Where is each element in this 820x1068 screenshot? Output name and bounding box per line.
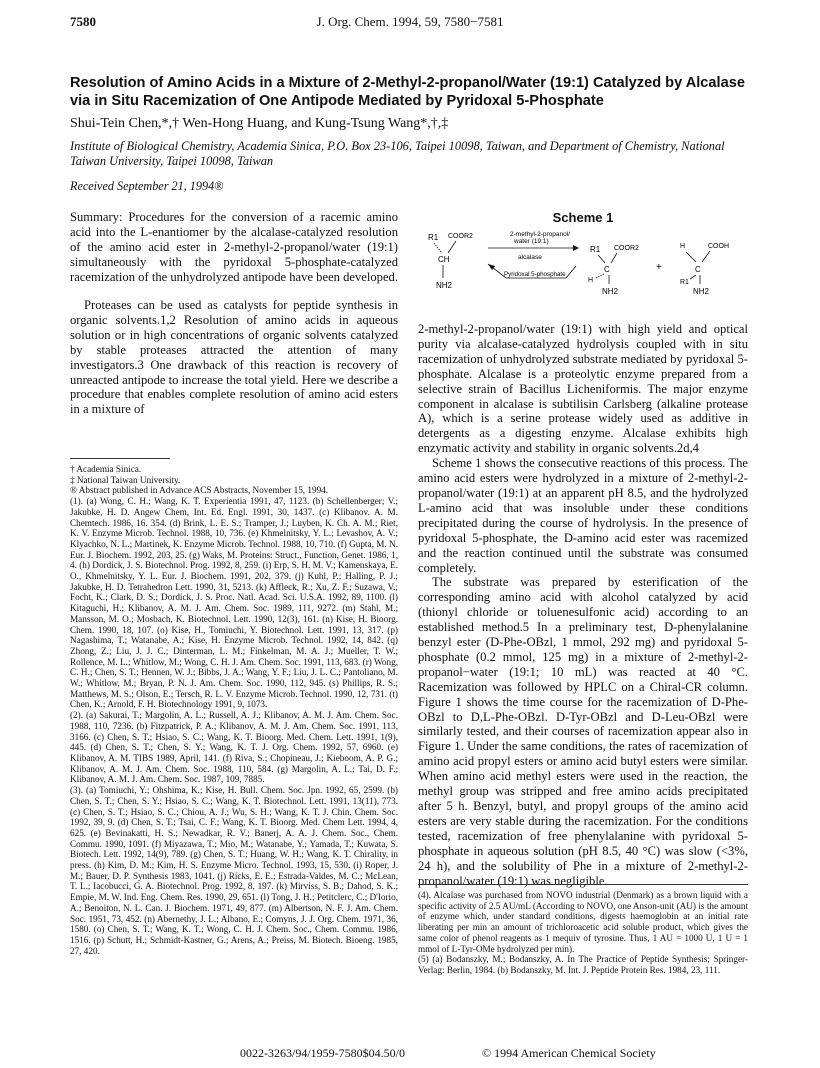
- reagent-alcalase: alcalase: [518, 254, 542, 261]
- received-date: Received September 21, 1994®: [70, 179, 224, 193]
- footnote: (1). (a) Wong, C. H.; Wang, K. T. Experientia 1991, 47, 1123. (b) Schellenberger; V.; Jakubke, H. D. Angew Chem, Int. Ed. Engl. 1991, 30, 1437. (c) Klibanov. A. M. Chemtech. 1986, 16. 354. (d) Brink, L. E. S.; Tramper, J.; Luyben, K. Ch. A. M.; Riet, K. V. Enzyme Microb. Technol. 1988, 10, 736. (e) Khmelnitsky, Y. L.; Levashov, A. V.; Klyachko, N. L.; Martinek, K. Enzyme Microb. Technol. 1988, 10, 710. (f) Gupta, M. N. Eur. J. Biochem. 1992, 203, 25. (g) Waks, M. Proteins: Struct., Function, Genet. 1986, 1, 4. (h) Dordick, J. S. Biotechnol. Prog. 1992, 8, 259. (i) Erp, S. H. M. V.; Kamenskaya, E. O., Khmelnitsky, Y. L. Eur. J. Biochem. 1991, 202, 379. (j) Kuhl, P.; Halling, P. J.; Jakubke, H. D. Tetrahedron Lett. 1990, 31, 5213. (k) Affleck, R.; Xu, Z. F.; Suzawa, V.; Focht, K.; Clark, D. S.; Dordick, J. S. Proc. Natl. Acad. Sci. U.S.A. 1992, 89, 1100. (l) Kitaguchi, H.; Klibanov, A. M. J. Am. Chem. Soc. 1989, 111, 9272. (m) Stahl, M.; Mansson, M. O.; Mosbach, K. Biotechnol. Lett. 1990, 12(3), 161. (n) Kise, H. Bioorg. Chem. 1990, 18, 107. (o) Kise, H., Tomiuchi, Y. Biotechnol. Lett. 1991, 13, 317. (p) Nagashima, T.; Watanabe, A.; Kise, H. Enzyme Microb. Technol. 1992, 14, 842. (q) Zhong, Z.; Liu, J. J. C.; Dinterman, L. M.; Finkelman, M. A. J.; Mueller, T. W.; Rollence, M. L.; Whitlow, M.; Wong, C. H. J. Am. Chem. Soc. 1991, 113, 683. (r) Wong, C. H.; Chen, S. T.; Hennen, W. J.; Bibbs, J. A.; Wang, Y. F.; Liu, J. L. C.; Pantoliano, M. W.; Whitlow, M.; Bryan, P. N. J. Am. Chem. Soc. 1990, 112, 945. (s) Phillips, R. S.; Matthews, M. S.; Olson, E.; Tersch, R. L. V. Enzyme Microb. Technol. 1990, 12, 731. (t) Chen, K.; Arnold, F. H. Biotechnology 1991, 9, 1073.: [70, 496, 398, 710]
- scheme-nh2-label: NH2: [436, 281, 453, 290]
- footnote-rule: [418, 884, 748, 885]
- acid-c-label: C: [695, 265, 701, 274]
- body-paragraph: 2-methyl-2-propanol/water (19:1) with high yield and optical purity via alcalase-catalyzed hydrolysis coupled with in situ racemization of unhydrolyzed substrate mediated by pyridoxal 5-phosphate. Alcalase is a proteolytic enzyme prepared from a selective strain of Bacillus Licheniformis. The major enzyme component in alcalase is subtilisin Carlsberg (alkaline protease A), which is a serine protease widely used as additive in detergents as a digesting enzyme. Alcalase exhibits high enzymatic activity and stability in organic solvents.2d,4: [418, 322, 748, 456]
- product-nh2-label: NH2: [602, 287, 619, 296]
- article-code: 0022-3263/94/1959-7580$04.50/0: [240, 1046, 405, 1060]
- scheme-r1-label: R1: [428, 233, 439, 242]
- footnote-rule: [70, 458, 170, 459]
- footnote: ‡ National Taiwan University.: [70, 474, 181, 485]
- intro-paragraph: Proteases can be used as catalysts for peptide synthesis in organic solvents.1,2 Resolution of amino acids in aqueous solution or in high concentrations of organic solvents catalyzed by stable proteases attracted the attention of many investigators.3 One drawback of this reaction is recovery of unreacted antipode to increase the total yield. Here we describe a procedure that enables complete resolution of amino acid esters in a mixture of: [70, 298, 398, 417]
- product-h-label: H: [588, 277, 594, 284]
- journal-citation: J. Org. Chem. 1994, 59, 7580−7581: [316, 14, 504, 29]
- page-number: 7580: [70, 14, 96, 29]
- scheme-coor2-label: COOR2: [448, 233, 473, 240]
- running-header: [70, 14, 750, 32]
- footnotes-right: [418, 890, 748, 976]
- product-r1-label: R1: [590, 245, 601, 254]
- footnote: † Academia Sinica.: [70, 464, 142, 474]
- scheme-ch-label: CH: [438, 255, 450, 264]
- body-paragraph: Scheme 1 shows the consecutive reactions of this process. The amino acid esters were hydrolyzed in a mixture of 2-methyl-2-propanol/water (19:1) at an apparent pH 8.5, and the hydrolyzed L-amino acid that was insoluble under these conditions precipitated during the course of hydrolysis. In the presence of pyridoxal 5-phosphate, the D-amino acid ester was racemized and the reaction continued until the substrate was consumed completely.: [418, 456, 748, 575]
- footnote: (4). Alcalase was purchased from NOVO industrial (Denmark) as a brown liquid with a specific activity of 2.5 AU/mL (According to NOVO, one Anson-unit (AU) is the amount of enzyme which, under standard conditions, digests haemoglobin at an initial rate liberating per min an amount of trichloroacetic acid soluble product, which gives the same color of phenol reagents as 1 mequiv of tyrosine. Thus, 1 AU = 1000 U, 1 U = 1 mmol of L-Tyr-OMe hydrolyzed per min).: [418, 890, 748, 954]
- acid-r1-label: R1: [680, 279, 689, 286]
- footnotes-left: [70, 464, 398, 956]
- acid-h-label: H: [680, 243, 686, 250]
- plus-sign: +: [656, 262, 662, 273]
- product-c-label: C: [604, 265, 610, 274]
- footnote: ® Abstract published in Advance ACS Abstracts, November 15, 1994.: [70, 485, 329, 496]
- article-title: Resolution of Amino Acids in a Mixture of 2-Methyl-2-propanol/Water (19:1) Catalyzed by Alcalase via in Situ Racemization of One Antipode Mediated by Pyridoxal 5-Phosphate: [70, 75, 745, 109]
- reagent-pyridoxal: Pyridoxal 5-phosphate: [504, 271, 566, 278]
- reagent-solvent: 2-methyl-2-propanol/: [510, 231, 570, 238]
- summary-paragraph: Summary: Procedures for the conversion of a racemic amino acid into the L-enantiomer by the alcalase-catalyzed resolution of the amino acid ester in 2-methyl-2-propanol/water (19:1) simultaneously with the pyridoxal 5-phosphate-catalyzed racemization of the unhydrolyzed antipode have been developed.: [70, 210, 399, 284]
- author-list: Shui-Tein Chen,*,† Wen-Hong Huang, and Kung-Tsung Wang*,†,‡: [70, 116, 449, 131]
- footnote: (3). (a) Tomiuchi, Y.; Ohshima, K.; Kise, H. Bull. Chem. Soc. Jpn. 1992, 65, 2599. (b) Chen, S. T.; Chen, S. Y.; Hsiao, S. C.; Wang, K. T. Biotechnol. Lett. 1991, 13(11), 773. (c) Chen, S. T.; Hsiao, S. C.; Chiou, A. J.; Wu, S. H.; Wang, K. T. J. Chin. Chem. Soc. 1992, 39, 9. (d) Chen, S. T.; Tsai, C. F.; Wang, K. T. Bioorg. Med. Chem Lett. 1994, 4, 625. (e) Bevinakatti, H. S.; Newadkar, R. V.; Banerj, A. A. J. Chem. Soc., Chem. Commu. 1990, 1091. (f) Miyazawa, T.; Mio, M.; Watanabe, Y.; Yamada, T.; Kuwata, S. Biotech. Lett. 1992, 14(9), 789. (g) Chen, S. T.; Huang, W. H.; Wang, K. T. Chirality, in press. (h) Kim, D. M.; Kim, H. S. Enzyme Micro. Technol. 1993, 15, 530. (i) Roper, J. M.; Bauer, D. P. Synthesis 1983, 1041. (j) Ricks, E. E.; Estrada-Valdes, M. C.; McLean, T. L.; Iacobucci, G. A. Biotechnol. Prog. 1992, 8, 197. (k) Mirviss, S. B.; Dahod, S. K.; Empie, M. W. Ind. Eng. Chem. Res. 1990, 29, 651. (l) Tong, J. H.; Petitclerc, C.; D'Iorio, A.; Benoiton, N. L. Can. J. Biochem. 1971, 49, 877. (m) Albertson, N. F. J. Am. Chem. Soc. 1951, 73, 452. (n) Abernethy, J. L.; Albano, E.; Comyns, J. J. Org. Chem. 1971, 36, 1580. (o) Chen, S. T.; Wang, K. T.; Wong, C. H. J. Chem. Soc., Chem. Commu. 1986, 1516. (p) Schutt, H.; Schmidt-Kastner, G.; Arens, A.; Preiss, M. Biotech. Bioeng. 1985, 27, 420.: [70, 785, 398, 956]
- reagent-solvent-ratio: water (19:1): [514, 238, 549, 245]
- body-right-column: [418, 322, 748, 888]
- scheme-title: Scheme 1: [552, 210, 614, 225]
- copyright: © 1994 American Chemical Society: [482, 1046, 656, 1060]
- affiliation: Institute of Biological Chemistry, Academia Sinica, P.O. Box 23-106, Taipei 10098, Taiwan, and Department of Chemistry, National Taiwan University, Taipei 10098, Taiwan: [70, 139, 725, 168]
- product-coor2-label: COOR2: [614, 245, 639, 252]
- body-paragraph: The substrate was prepared by esterification of the corresponding amino acid with alcohol catalyzed by acid (thionyl chloride or toluenesulfonic acid) according to an established method.5 In a preliminary test, D-phenylalanine benzyl ester (D-Phe-OBzl, 1 mmol, 292 mg) and pyridoxal 5-phosphate (0.2 mmol, 125 mg) in a mixture of 2-methyl-2-propanol−water (19:1; 10 mL) was reacted at 40 °C. Racemization was followed by HPLC on a Chiral-CR column. Figure 1 shows the time course for the racemization of D-Phe-OBzl to D,L-Phe-OBzl. D-Tyr-OBzl and D-Leu-OBzl were similarly tested, and their courses of racemization appear also in Figure 1. Under the same conditions, the rates of racemization of amino acid propyl esters or amino acid butyl esters were similar. When amino acid methyl esters were used in the reaction, the methyl group was stripped and free amino acids precipitated after 5 h. Benzyl, butyl, and propyl groups of the amino acid esters are very stable during the racemization. For the conditions tested, racemization of free phenylalanine with pyridoxal 5-phosphate in aqueous solution (pH 8.5, 40 °C) was slow (<3%, 24 h), and the solubility of Phe in a mixture of 2-methyl-2-propanol/water (19:1) was negligible.: [418, 575, 748, 888]
- footnote: (2). (a) Sakurai, T.; Margolin, A. L.; Russell, A. J.; Klibanov, A. M. J. Am. Chem. Soc. 1988, 110, 7236. (b) Fitzpatrick, P. A.; Klibanov, A. M. J. Am. Chem. Soc. 1991, 113, 3166. (c) Chen, S. T.; Hsiao, S. C.; Wang, K. T. Bioorg. Med. Chem. Lett. 1991, 1(9), 445. (d) Chen, S. T.; Chen, S. Y.; Wang, K. T. J. Org. Chem. 1992, 57, 6960. (e) Klibanov, A. M. TIBS 1989, April, 141. (f) Riva, S.; Chopineau, J.; Kieboom, A. P. G.; Klibanov, A. M. J. Am. Chem. Soc. 1988, 110, 584. (g) Margolin, A. L.; Tai, D. F.; Klibanov, A. M. J. Am. Chem. Soc. 1987, 109, 7885.: [70, 710, 398, 785]
- acid-cooh-label: COOH: [708, 243, 729, 250]
- footnote: (5) (a) Bodanszky, M.; Bodanszky, A. In The Practice of Peptide Synthesis; Springer-Verlag: Berlin, 1984. (b) Bodanszky, M. Int. J. Peptide Protein Res. 1984, 23, 111.: [418, 954, 748, 975]
- reaction-scheme: [418, 226, 748, 314]
- acid-nh2-label: NH2: [693, 287, 710, 296]
